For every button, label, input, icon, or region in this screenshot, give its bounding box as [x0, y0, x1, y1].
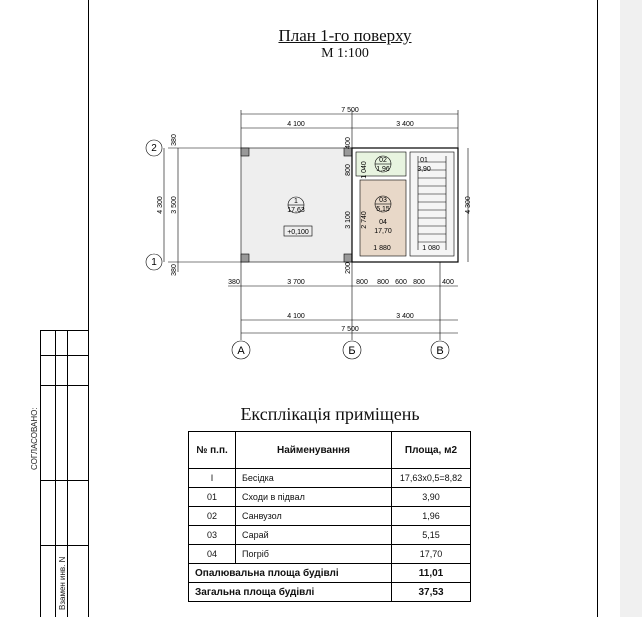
row-number: 04 — [189, 545, 236, 564]
dim-text: 1 880 — [373, 245, 391, 252]
row-number: I — [189, 469, 236, 488]
total-label: Загальна площа будівлі — [189, 583, 392, 602]
room-area: 1,96 — [376, 166, 390, 173]
stamp-col-line — [67, 330, 68, 617]
room-number: 04 — [379, 219, 387, 226]
total-value: 11,01 — [392, 564, 471, 583]
total-row — [189, 564, 471, 583]
explication-table — [188, 431, 471, 602]
column — [241, 148, 249, 156]
row-area: 5,15 — [392, 526, 471, 545]
dim-text: 600 — [395, 279, 407, 286]
row-number: 03 — [189, 526, 236, 545]
room-number: 01 — [420, 157, 428, 164]
dim-text: 7 500 — [341, 107, 359, 114]
dim-text: 400 — [442, 279, 454, 286]
level-mark: +0,100 — [287, 229, 309, 236]
dim-text: 2 740 — [361, 211, 368, 229]
frame-right-border — [597, 0, 598, 617]
table-row — [189, 488, 471, 507]
dim-text: 380 — [171, 264, 178, 276]
room-area: 5,15 — [376, 206, 390, 213]
dim-text: 3 100 — [345, 211, 352, 229]
dim-text: 4 100 — [287, 313, 305, 320]
dim-text: 800 — [345, 164, 352, 176]
dim-text: 3 700 — [287, 279, 305, 286]
inventory-label: Взамен инв. N — [58, 556, 67, 610]
dim-text: 4 300 — [157, 196, 164, 214]
axis-label: В — [436, 345, 444, 357]
room-area: 17,63 — [287, 207, 305, 214]
table-row — [189, 469, 471, 488]
row-area: 17,70 — [392, 545, 471, 564]
column — [241, 254, 249, 262]
dim-text: 380 — [171, 134, 178, 146]
page-title: План 1-го поверху — [278, 26, 412, 45]
approved-label: СОГЛАСОВАНО: — [30, 407, 39, 470]
row-number: 02 — [189, 507, 236, 526]
row-area: 3,90 — [392, 488, 471, 507]
row-name: Погріб — [236, 545, 392, 564]
row-area: 17,63х0,5=8,82 — [392, 469, 471, 488]
dim-text: 1 080 — [422, 245, 440, 252]
dim-text: 4 100 — [287, 121, 305, 128]
row-name: Санвузол — [236, 507, 392, 526]
dim-text: 800 — [377, 279, 389, 286]
stamp-col-line — [40, 330, 41, 617]
axis-label: 2 — [151, 143, 157, 154]
dim-text: 380 — [228, 279, 240, 286]
stamp-row-line — [40, 355, 88, 356]
room-number: 03 — [379, 197, 387, 204]
dim-text: 1 040 — [361, 161, 368, 179]
table-header-row — [189, 432, 471, 469]
dim-text: 800 — [413, 279, 425, 286]
room-number: 02 — [379, 157, 387, 164]
header-number: № п.п. — [189, 432, 236, 469]
row-area: 1,96 — [392, 507, 471, 526]
header-area: Площа, м2 — [392, 432, 471, 469]
dim-text: 7 500 — [341, 326, 359, 333]
table-row — [189, 507, 471, 526]
room-number: 1 — [294, 198, 298, 205]
dim-text: 400 — [345, 137, 352, 149]
stamp-row-line — [40, 385, 88, 386]
floor-plan — [120, 100, 480, 370]
axis-label: Б — [348, 345, 356, 357]
dim-text: 200 — [345, 262, 352, 274]
dim-text: 4 300 — [465, 196, 472, 214]
dim-text: 800 — [356, 279, 368, 286]
room-area: 17,70 — [374, 228, 392, 235]
axis-label: А — [237, 345, 245, 357]
table-row — [189, 526, 471, 545]
stamp-row-line — [40, 480, 88, 481]
dim-text: 3 400 — [396, 121, 414, 128]
dim-text: 3 400 — [396, 313, 414, 320]
header-name: Найменування — [236, 432, 392, 469]
row-name: Сходи в підвал — [236, 488, 392, 507]
total-value: 37,53 — [392, 583, 471, 602]
axis-label: 1 — [151, 257, 157, 268]
table-row — [189, 545, 471, 564]
explication-title: Експлікація приміщень — [240, 404, 420, 424]
stamp-row-line — [40, 545, 88, 546]
total-label: Опалювальна площа будівлі — [189, 564, 392, 583]
row-number: 01 — [189, 488, 236, 507]
scale-label: М 1:100 — [321, 46, 369, 61]
row-name: Сарай — [236, 526, 392, 545]
total-row — [189, 583, 471, 602]
column — [344, 254, 352, 262]
frame-left-border — [88, 0, 89, 617]
dim-text: 3 500 — [171, 196, 178, 214]
room-area: 3,90 — [417, 166, 431, 173]
stamp-top-line — [40, 330, 88, 331]
stamp-col-line — [55, 330, 56, 617]
row-name: Бесідка — [236, 469, 392, 488]
